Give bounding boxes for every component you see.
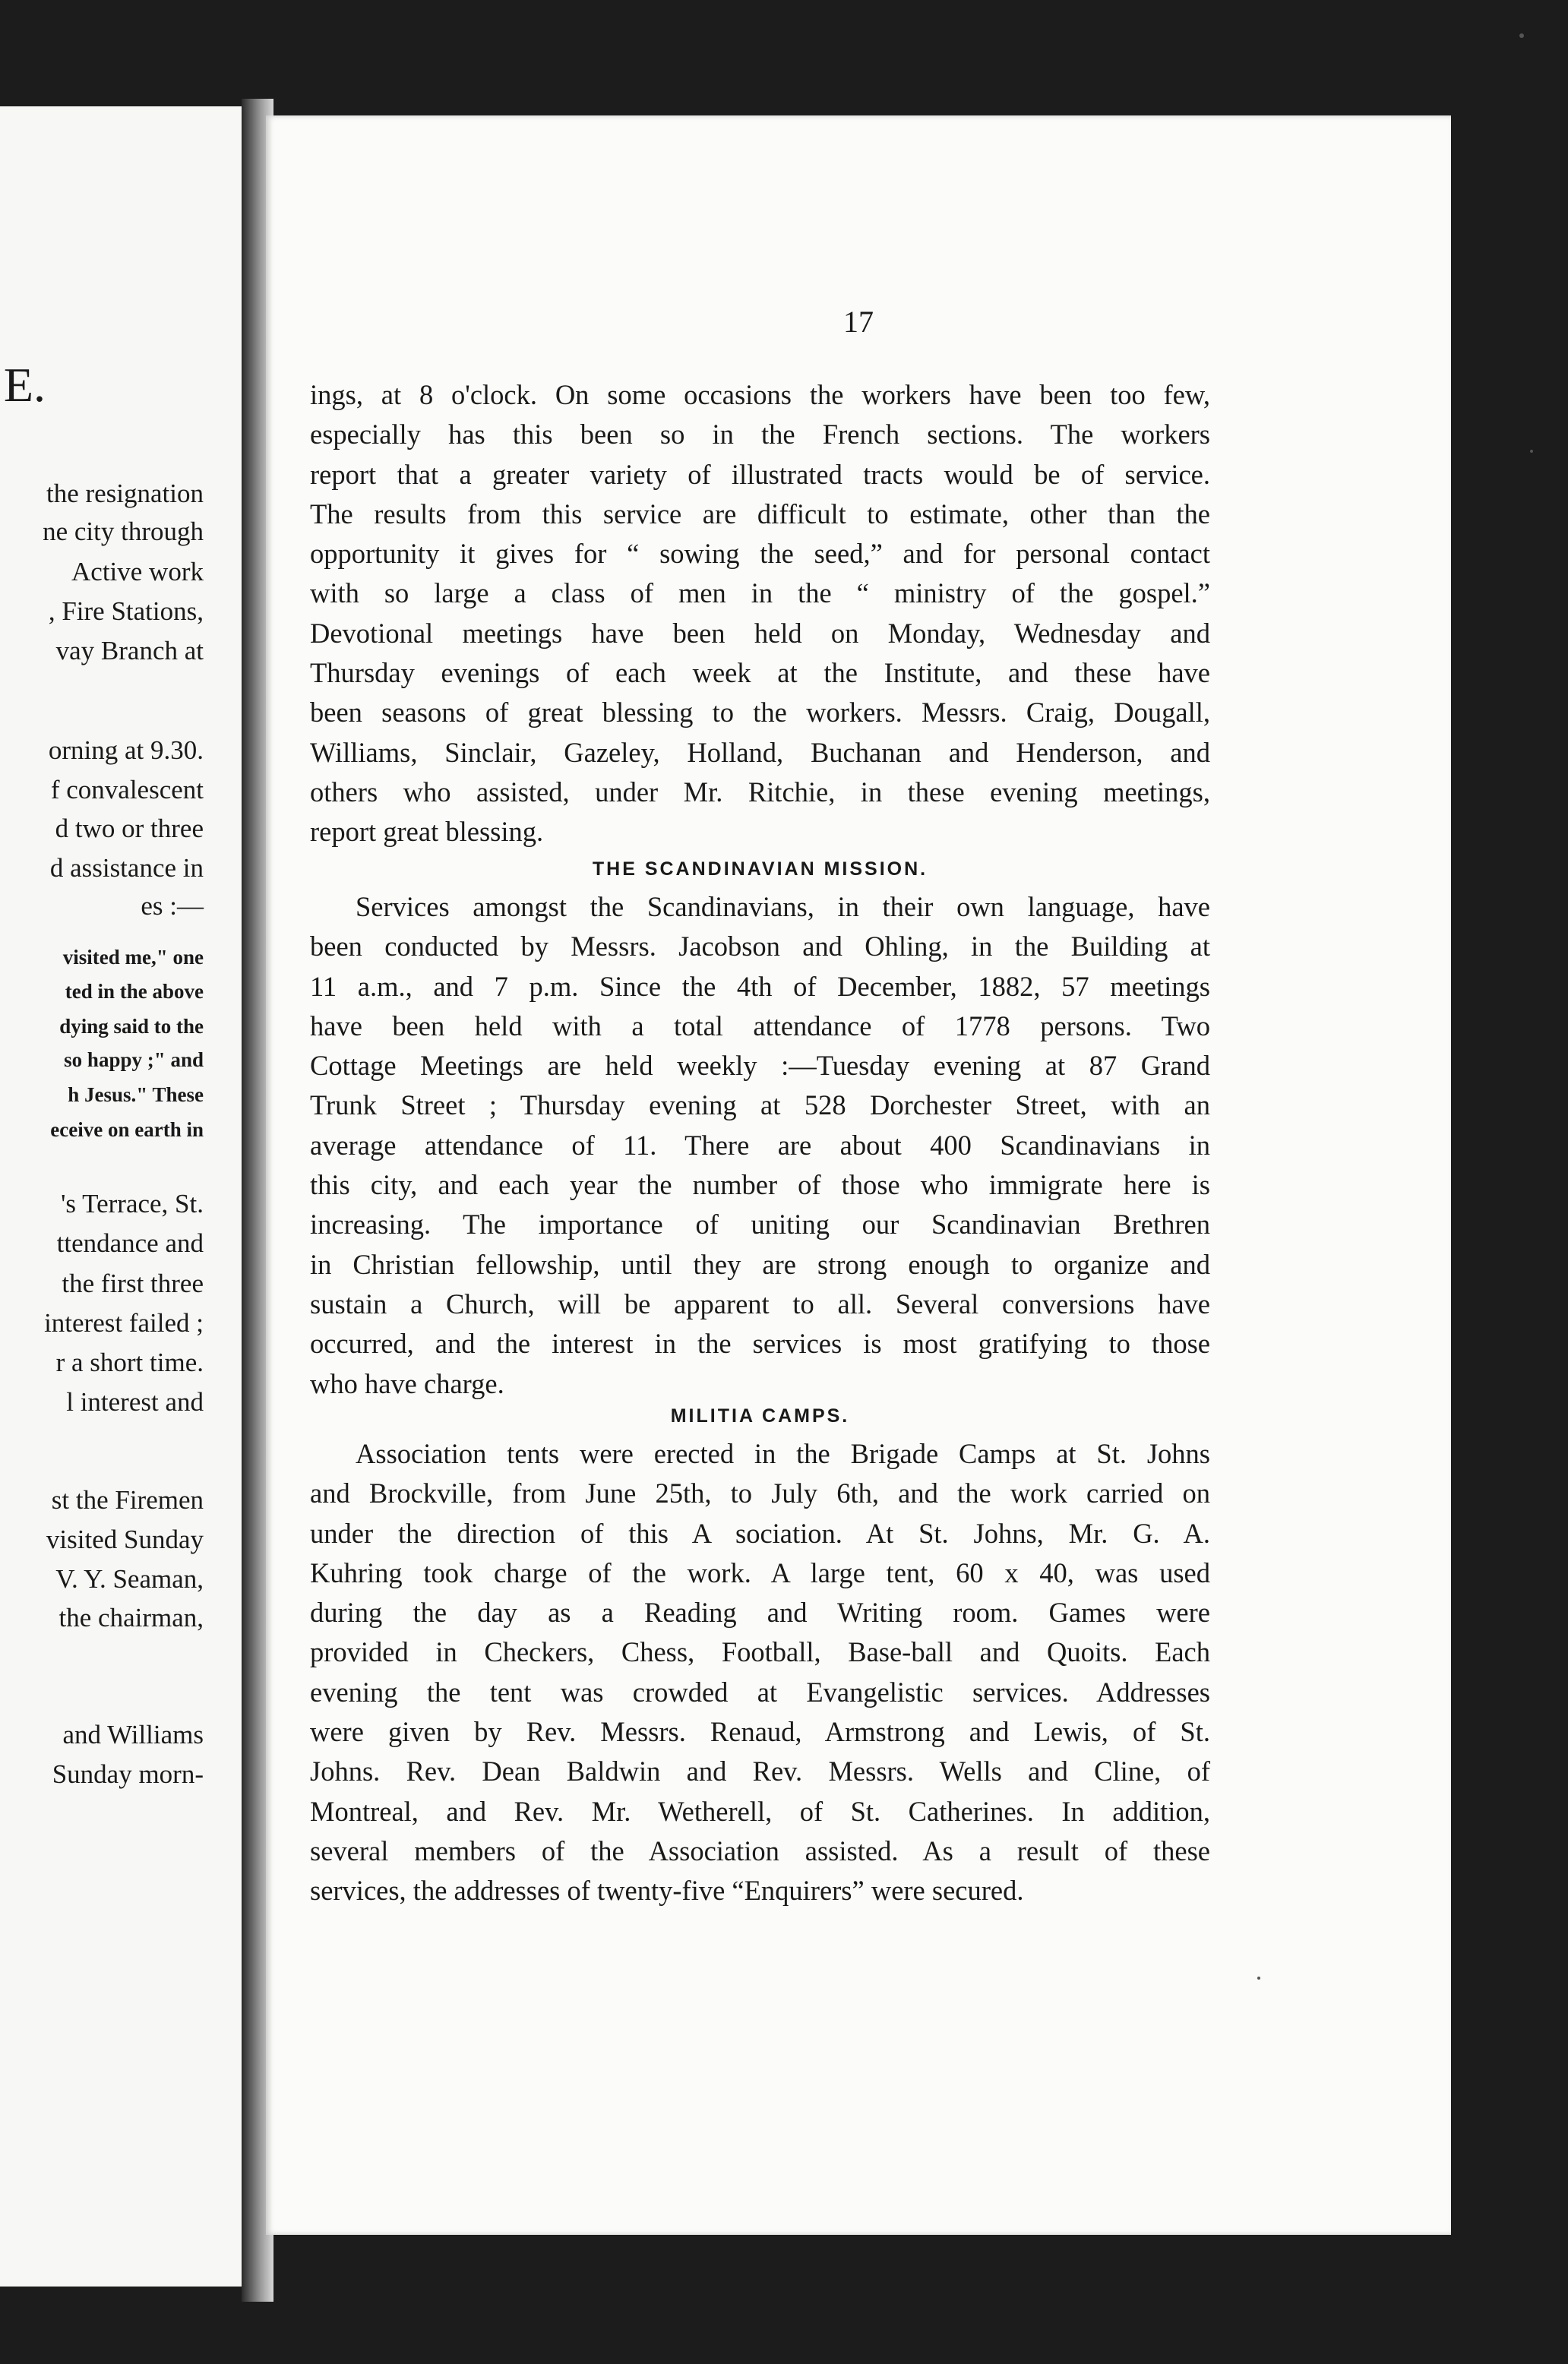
text-line: several members of the Association assisted. As a result of these — [310, 1835, 1210, 1866]
left-page-text-fragment: visited Sunday — [46, 1525, 204, 1554]
text-line: Montreal, and Rev. Mr. Wetherell, of St. Catherines. In addition, — [310, 1795, 1210, 1827]
left-page-text-fragment: the chairman, — [58, 1603, 204, 1632]
text-line: and Brockville, from June 25th, to July 6th, and the work carried on — [310, 1478, 1210, 1509]
left-page-text-fragment: d two or three — [55, 814, 204, 843]
dust-speck — [1257, 1977, 1260, 1980]
text-line: who have charge. — [310, 1367, 504, 1399]
text-line: occurred, and the interest in the services is most gratifying to those — [310, 1328, 1210, 1360]
left-page-text-fragment: and Williams — [62, 1720, 204, 1749]
text-line: in Christian fellowship, until they are strong enough to organize and — [310, 1248, 1210, 1280]
left-page-text-fragment: visited me," one — [62, 946, 204, 969]
scandinavian-mission-paragraph — [310, 887, 1210, 1404]
text-line: Services amongst the Scandinavians, in their own language, have — [356, 891, 1210, 922]
text-line: Cottage Meetings are held weekly :—Tuesday evening at 87 Grand — [310, 1050, 1210, 1082]
left-page-text-fragment: Active work — [71, 557, 204, 586]
text-line: this city, and each year the number of those who immigrate here is — [310, 1169, 1210, 1201]
left-page-text-fragment: es :— — [141, 891, 204, 921]
text-line: provided in Checkers, Chess, Football, Base-ball and Quoits. Each — [310, 1636, 1210, 1668]
left-page-text-fragment: interest failed ; — [44, 1308, 204, 1338]
text-line: been conducted by Messrs. Jacobson and Ohling, in the Building at — [310, 931, 1210, 962]
text-line: opportunity it gives for “ sowing the seed,” and for personal contact — [310, 538, 1210, 570]
left-page-text-fragment: dying said to the — [59, 1015, 204, 1038]
left-page-text-fragment: f convalescent — [50, 775, 204, 804]
left-page-text-fragment: st the Firemen — [51, 1485, 204, 1515]
left-page-text-fragment: orning at 9.30. — [48, 735, 204, 765]
left-page-text-fragment: eceive on earth in — [50, 1118, 204, 1141]
text-line: others who assisted, under Mr. Ritchie, in these evening meetings, — [310, 776, 1210, 807]
previous-page-fragment — [0, 106, 242, 2287]
text-line: average attendance of 11. There are about 400 Scandinavians in — [310, 1129, 1210, 1161]
text-line: sustain a Church, will be apparent to all. Several conversions have — [310, 1288, 1210, 1319]
text-line: Williams, Sinclair, Gazeley, Holland, Buchanan and Henderson, and — [310, 736, 1210, 768]
left-page-text-fragment: 's Terrace, St. — [61, 1189, 204, 1218]
text-line: Kuhring took charge of the work. A large tent, 60 x 40, was used — [310, 1557, 1210, 1588]
text-line: Devotional meetings have been held on Monday, Wednesday and — [310, 617, 1210, 649]
left-page-text-fragment: ttendance and — [56, 1228, 204, 1258]
left-page-text-fragment: h Jesus." These — [68, 1083, 204, 1106]
section-heading-militia-camps: MILITIA CAMPS. — [670, 1405, 850, 1427]
section-heading-scandinavian-mission: THE SCANDINAVIAN MISSION. — [592, 858, 928, 880]
left-page-text-fragment: so happy ;" and — [64, 1048, 204, 1071]
intro-paragraph — [310, 375, 1210, 852]
text-line: were given by Rev. Messrs. Renaud, Armstrong and Lewis, of St. — [310, 1716, 1210, 1748]
text-line: report that a greater variety of illustrated tracts would be of service. — [310, 458, 1210, 490]
text-line: Thursday evenings of each week at the Institute, and these have — [310, 657, 1210, 689]
text-line: ings, at 8 o'clock. On some occasions the workers have been too few, — [310, 379, 1210, 410]
text-line: report great blessing. — [310, 816, 544, 848]
text-line: during the day as a Reading and Writing room. Games were — [310, 1597, 1210, 1629]
left-page-text-fragment: l interest and — [66, 1387, 204, 1417]
left-page-text-fragment: ne city through — [43, 517, 204, 546]
dust-speck — [1530, 450, 1533, 453]
text-line: with so large a class of men in the “ ministry of the gospel.” — [310, 577, 1210, 609]
text-line: especially has this been so in the French sections. The workers — [310, 419, 1210, 450]
dust-speck — [1519, 33, 1524, 38]
text-line: increasing. The importance of uniting our Scandinavian Brethren — [310, 1209, 1210, 1240]
militia-camps-paragraph — [310, 1434, 1210, 1911]
left-page-text-fragment: vay Branch at — [55, 636, 204, 665]
text-line: have been held with a total attendance of 1778 persons. Two — [310, 1010, 1210, 1041]
left-page-text-fragment: the first three — [62, 1269, 204, 1298]
left-page-text-fragment: V. Y. Seaman, — [55, 1564, 204, 1594]
left-page-text-fragment: ted in the above — [65, 980, 204, 1003]
left-page-text-fragment: the resignation — [46, 479, 204, 508]
text-line: been seasons of great blessing to the workers. Messrs. Craig, Dougall, — [310, 697, 1210, 728]
text-line: Johns. Rev. Dean Baldwin and Rev. Messrs. Wells and Cline, of — [310, 1756, 1210, 1787]
text-line: Association tents were erected in the Brigade Camps at St. Johns — [356, 1438, 1210, 1469]
text-line: evening the tent was crowded at Evangelistic services. Addresses — [310, 1676, 1210, 1708]
left-page-text-fragment: Sunday morn- — [52, 1759, 204, 1789]
left-page-text-fragment: d assistance in — [49, 853, 204, 883]
left-page-text-fragment: E. — [3, 358, 46, 412]
text-line: services, the addresses of twenty-five “Enquirers” were secured. — [310, 1875, 1024, 1907]
text-line: under the direction of this A sociation. At St. Johns, Mr. G. A. — [310, 1517, 1210, 1549]
text-line: Trunk Street ; Thursday evening at 528 Dorchester Street, with an — [310, 1089, 1210, 1121]
left-page-text-fragment: , Fire Stations, — [48, 596, 204, 626]
text-line: The results from this service are difficult to estimate, other than the — [310, 498, 1210, 529]
page-number: 17 — [843, 305, 874, 339]
document-page — [266, 115, 1451, 2235]
text-line: 11 a.m., and 7 p.m. Since the 4th of December, 1882, 57 meetings — [310, 970, 1210, 1002]
left-page-text-fragment: r a short time. — [55, 1348, 204, 1377]
